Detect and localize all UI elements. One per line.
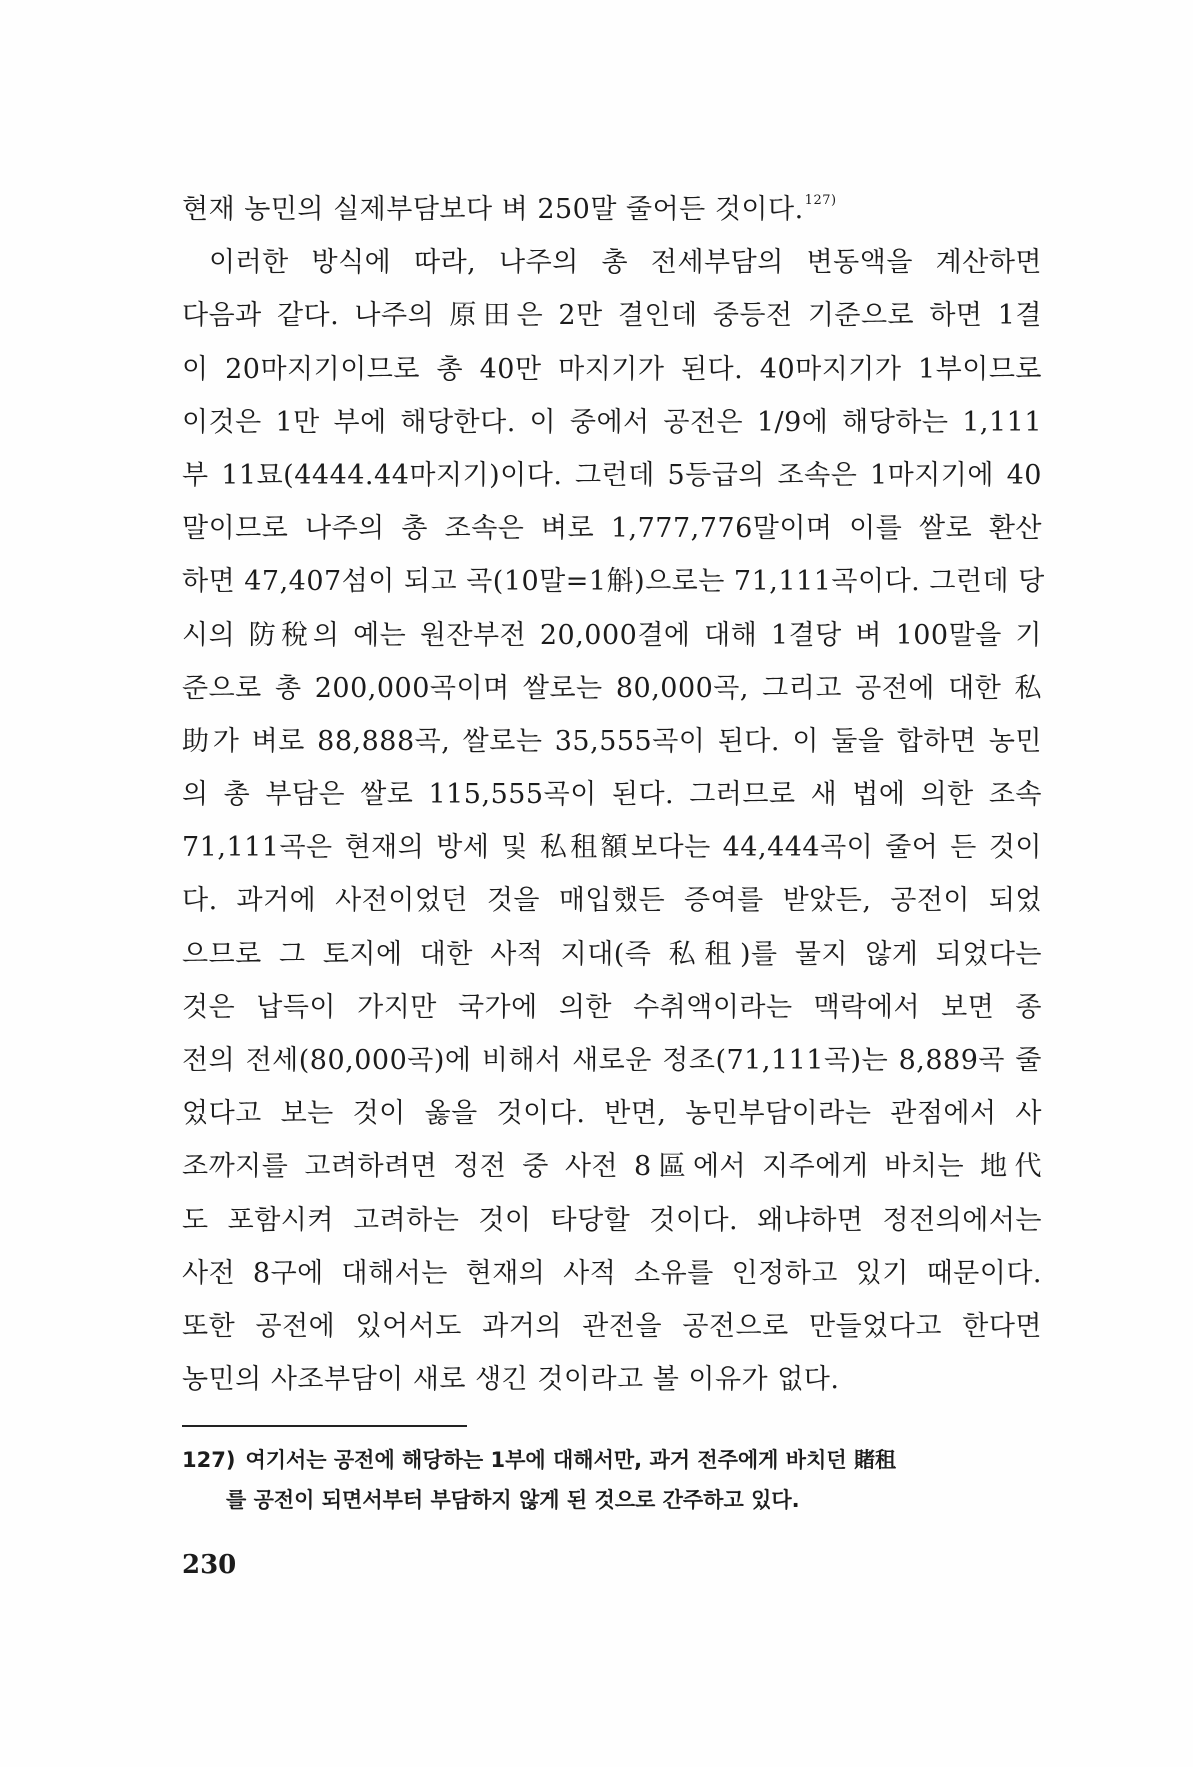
text-line: 의 총 부담은 쌀로 115,555곡이 된다. 그러므로 새 법에 의한 조속 [182,779,1042,811]
text-line: 71,111곡은 현재의 방세 및 私租額보다는 44,444곡이 줄어 든 것이 [182,832,1042,864]
footnote-reference[interactable]: 127) [804,193,837,208]
text-line: 부 11묘(4444.44마지기)이다. 그런데 5등급의 조속은 1마지기에 40 [182,459,1042,491]
footnote-text: 여기서는 공전에 해당하는 1부에 대해서만, 과거 전주에게 바치던 賭租 [245,1448,896,1472]
footnote-number: 127) [182,1448,236,1472]
text-line: 준으로 총 200,000곡이며 쌀로는 80,000곡, 그리고 공전에 대한 私 [182,672,1042,704]
text-line: 이 20마지기이므로 총 40만 마지기가 된다. 40마지기가 1부이므로 [182,353,1042,385]
text-line: 으므로 그 토지에 대한 사적 지대(즉 私租)를 물지 않게 되었다는 [182,938,1042,970]
text-line: 또한 공전에 있어서도 과거의 관전을 공전으로 만들었다고 한다면 [182,1310,1042,1342]
main-text [182,183,1045,1406]
text-line: 이러한 방식에 따라, 나주의 총 전세부담의 변동액을 계산하면 [209,247,1042,279]
text-line: 助가 벼로 88,888곡, 쌀로는 35,555곡이 된다. 이 둘을 합하면 농민 [182,725,1042,757]
text-line: 말이므로 나주의 총 조속은 벼로 1,777,776말이며 이를 쌀로 환산 [182,513,1042,545]
text-line: 이것은 1만 부에 해당한다. 이 중에서 공전은 1/9에 해당하는 1,111 [182,406,1042,438]
text-line: 전의 전세(80,000곡)에 비해서 새로운 정조(71,111곡)는 8,889곡 줄 [182,1045,1042,1076]
text-line: 것은 납득이 가지만 국가에 의한 수취액이라는 맥락에서 보면 종 [182,991,1042,1023]
footnote-divider [182,1425,467,1427]
page-number: 230 [182,1550,237,1580]
text-line: 시의 防稅의 예는 원잔부전 20,000결에 대해 1결당 벼 100말을 기 [182,619,1042,651]
text-line: 조까지를 고려하려면 정전 중 사전 8區에서 지주에게 바치는 地代 [182,1151,1042,1183]
text-line: 다. 과거에 사전이었던 것을 매입했든 증여를 받았든, 공전이 되었 [182,885,1042,917]
text-line: 하면 47,407섬이 되고 곡(10말=1斛)으로는 71,111곡이다. 그런데 당 [182,566,1045,598]
text-line: 농민의 사조부담이 새로 생긴 것이라고 볼 이유가 없다. [182,1364,840,1396]
text-line: 다음과 같다. 나주의 原田은 2만 결인데 중등전 기준으로 하면 1결 [182,300,1042,332]
footnote [182,1440,1042,1520]
text-line: 도 포함시켜 고려하는 것이 타당할 것이다. 왜냐하면 정전의에서는 [182,1204,1042,1236]
text-line: 었다고 보는 것이 옳을 것이다. 반면, 농민부담이라는 관점에서 사 [182,1098,1042,1130]
footnote-line [182,1440,1042,1480]
text-line: 사전 8구에 대해서는 현재의 사적 소유를 인정하고 있기 때문이다. [182,1257,1042,1289]
text-line: 현재 농민의 실제부담보다 벼 250말 줄어든 것이다.$^{127)}$ [182,193,837,225]
footnote-line: 를 공전이 되면서부터 부담하지 않게 된 것으로 간주하고 있다. [226,1488,800,1512]
